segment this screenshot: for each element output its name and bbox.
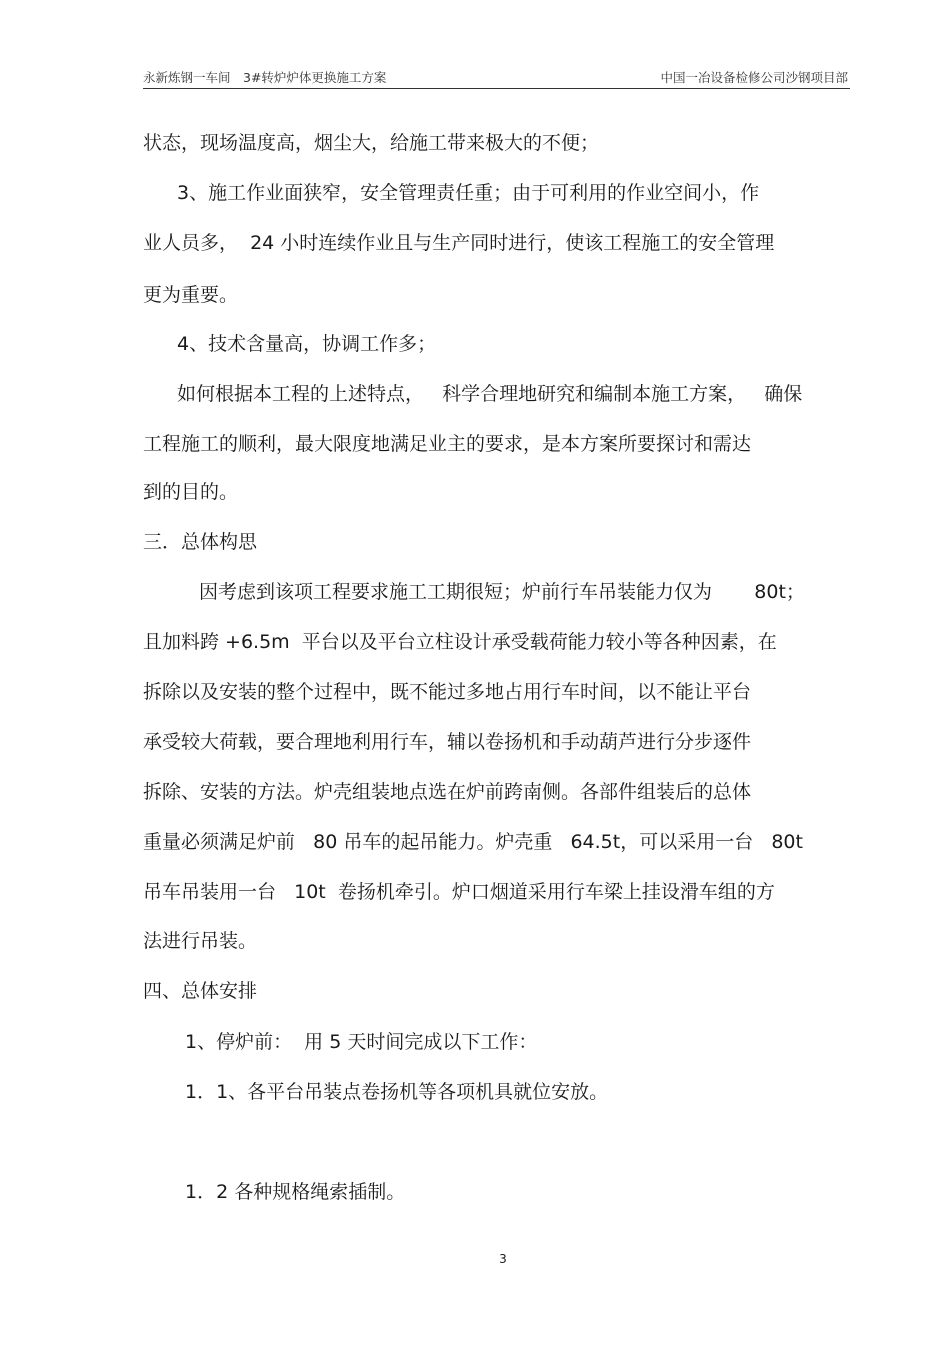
body-line: 重量必须满足炉前 80 吊车的起吊能力。炉壳重 64.5t，可以采用一台 80t — [143, 831, 803, 853]
body-line: 1．1、各平台吊装点卷扬机等各项机具就位安放。 — [185, 1081, 609, 1103]
body-line: 1、停炉前： 用 5 天时间完成以下工作： — [185, 1031, 538, 1053]
body-line: 因考虑到该项工程要求施工工期很短；炉前行车吊装能力仅为 80t； — [199, 581, 805, 603]
body-line: 4、技术含量高，协调工作多； — [177, 333, 437, 355]
body-line: 吊车吊装用一台 10t 卷扬机牵引。炉口烟道采用行车梁上挂设滑车组的方 — [143, 881, 775, 903]
body-line: 法进行吊装。 — [143, 930, 258, 952]
page-header — [143, 66, 850, 89]
body-line: 且加料跨 +6.5m 平台以及平台立柱设计承受载荷能力较小等各种因素，在 — [143, 631, 777, 653]
section-heading: 四、总体安排 — [143, 980, 258, 1002]
body-line: 更为重要。 — [143, 284, 239, 306]
body-line: 工程施工的顺利，最大限度地满足业主的要求，是本方案所要探讨和需达 — [143, 433, 752, 455]
body-line: 业人员多， 24 小时连续作业且与生产同时进行，使该工程施工的安全管理 — [143, 232, 775, 254]
body-line: 到的目的。 — [143, 481, 239, 503]
body-line: 拆除、安装的方法。炉壳组装地点选在炉前跨南侧。各部件组装后的总体 — [143, 781, 752, 803]
body-line: 状态，现场温度高，烟尘大，给施工带来极大的不便； — [143, 132, 600, 154]
header-right-org: 中国一冶设备检修公司沙钢项目部 — [660, 70, 848, 85]
body-line: 1．2 各种规格绳索插制。 — [185, 1181, 406, 1203]
body-line: 如何根据本工程的上述特点， 科学合理地研究和编制本施工方案， 确保 — [177, 383, 803, 405]
header-left-title: 永新炼钢一车间 3#转炉炉体更换施工方案 — [143, 70, 387, 85]
body-line: 3、施工作业面狭窄，安全管理责任重；由于可利用的作业空间小，作 — [177, 182, 760, 204]
section-heading: 三．总体构思 — [143, 531, 258, 553]
body-line: 承受较大荷载，要合理地利用行车，辅以卷扬机和手动葫芦进行分步逐件 — [143, 731, 752, 753]
page-number: 3 — [499, 1252, 507, 1266]
body-line: 拆除以及安装的整个过程中，既不能过多地占用行车时间，以不能让平台 — [143, 681, 752, 703]
